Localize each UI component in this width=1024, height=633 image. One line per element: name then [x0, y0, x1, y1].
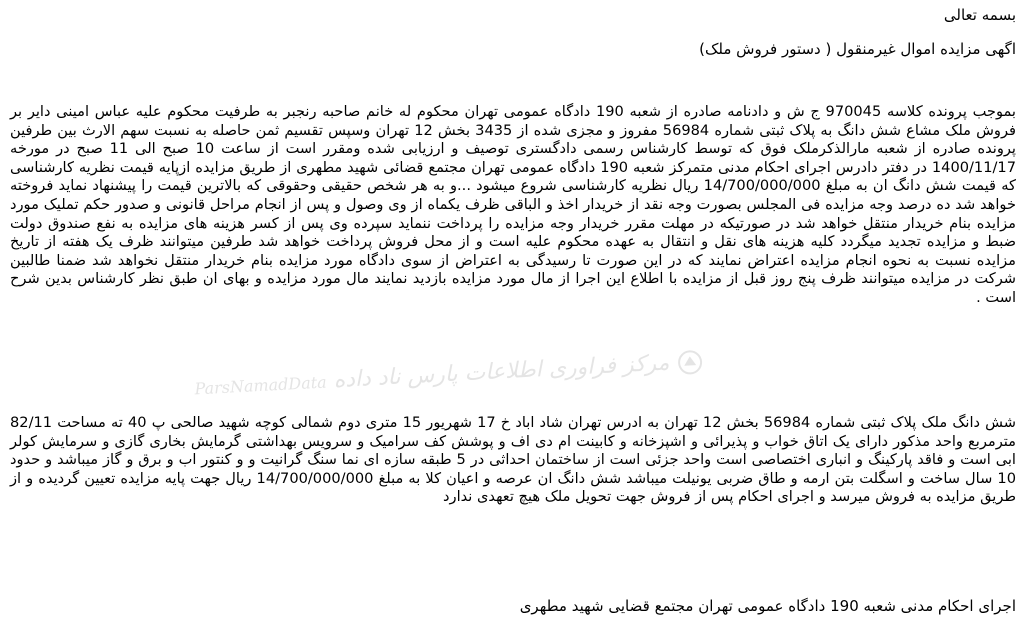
property-description-paragraph: شش دانگ ملک پلاک ثبتی شماره 56984 بخش 12 تهران به ادرس تهران شاد اباد خ 17 شهریور 15 متری دوم شمالی کوچه شهید صالحی پ 40 ته مساحت 82/11 مترمربع واحد مذکور دارای یک اتاق خواب و پذیرائی و اشپزخانه و کابینت ام دی اف و پوشش کف سرامیک و سرویس بهداشتی گرمایش بخاری گازی و سرمایش کولر ابی است و فاقد پارکینگ و انباری اختصاصی است واحد جزئی است از ساختمان احداثی در 5 طبقه سازه ای نما سنگ گرانیت و و کنتور اب و برق و گاز میباشد و حدود 10 سال ساخت و اسگلت بتن ارمه و طاق ضربی یونیلت میباشد شش دانگ ان عرصه و اعیان کلا به مبلغ 14/700/000/000 ریال جهت پایه مزایده تعیین گردیده و از طریق مزایده به فروش میرسد و اجرای احکام پس از فروش جهت تحویل ملک هیچ تعهدی ندارد [10, 414, 1016, 506]
watermark-text-en: ParsNamadData [194, 372, 328, 399]
issuing-authority-footer: اجرای احکام مدنی شعبه 190 دادگاه عمومی تهران مجتمع قضایی شهید مطهری [519, 597, 1016, 615]
notice-title: اگهی مزایده اموال غیرمنقول ( دستور فروش ملک) [699, 40, 1016, 58]
watermark-text-fa: مرکز فراوری اطلاعات پارس ناد داده [332, 350, 670, 394]
auction-details-paragraph: بموجب پرونده کلاسه 970045 ج ش و دادنامه صادره از شعبه 190 دادگاه عمومی تهران محکوم له خانم صاحبه رنجبر به طرفیت محکوم علیه عباس امینی دایر بر فروش ملک مشاع شش دانگ به پلاک ثبتی شماره 56984 مفروز و مجزی شده از 3435 بخش 12 تهران وسپس تقسیم ثمن حاصله به نسبت سهم الارث بین طرفین پرونده صادره از شعبه مارالذکرملک فوق که توسط کارشناس رسمی دادگستری توصیف و ارزیابی شده ومقرر است از ساعت 10 صبح الی 11 صبح در مورخه 1400/11/17 در دفتر دادرس اجرای احکام مدنی متمرکز شعبه 190 دادگاه عمومی تهران مجتمع قضائی شهید مطهری از طریق مزایده ازپایه قیمت نظریه کارشناسی که قیمت شش دانگ ان به مبلغ 14/700/000/000 ریال نظریه کارشناسی شروع میشود ...و به هر شخص حقیقی وحقوقی که بالاترین قیمت را پیشنهاد نماید فروخته خواهد شد ده درصد وجه مزایده فی المجلس بصورت وجه نقد از خریدار اخذ و الباقی ظرف یکماه از وی وصول و پس از انجام مراحل قانونی و صدور حکم تملیک مورد مزایده بنام خریدار منتقل خواهد شد در صورتیکه در مهلت مقرر خریدار وجه مزایده را پرداخت ننماید سپرده وی پس از کسر هزینه های مزایده به نفع صندوق دولت ضبط و مزایده تجدید میگردد کلیه هزینه های نقل و انتقال به عهده محکوم علیه است و از محل فروش پرداخت خواهد شد طرفین میتوانند ظرف یک هفته از تاریخ مزایده نسبت به نحوه انجام مزایده اعتراض نمایند که در این صورت تا رسیدگی به اعتراض از سوی دادگاه مورد مزایده بنام خریدار منتقل نخواهد شد ضمنا طالبین شرکت در مزایده میتوانند ظرف پنج روز قبل از مزایده با اطلاع این اجرا از مال مورد مزایده بازدید نمایند مال مورد مزایده و بهای ان طبق نظر کارشناس بدین شرح است . [10, 103, 1017, 306]
watermark-logo-icon [676, 348, 705, 377]
basmala-heading: بسمه تعالی [943, 6, 1016, 24]
